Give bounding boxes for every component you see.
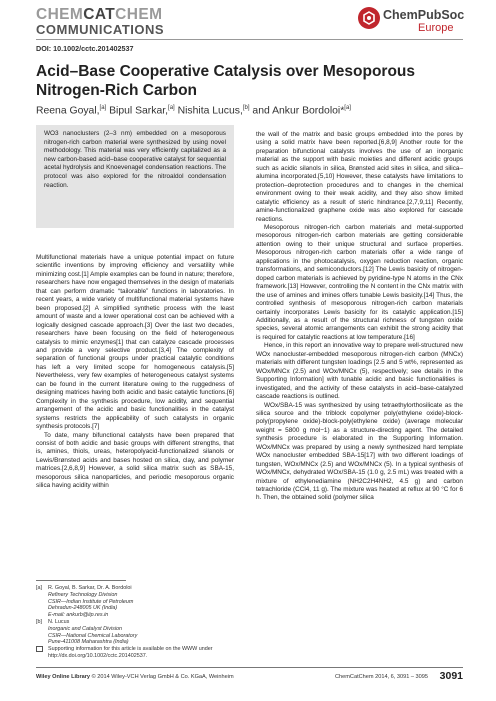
article-title: Acid–Base Cooperative Catalysis over Mesoporous Nitrogen-Rich Carbon (36, 63, 416, 99)
affiliation-entry (36, 585, 234, 619)
journal-name: CHEMCATCHEM (36, 6, 163, 23)
journal-header (36, 7, 164, 37)
supporting-info-note[interactable] (36, 646, 234, 660)
affiliation-text: N. Lucus Inorganic and Catalyst Division CSIR—National Chemical Laboratory Pune-411008 Maharashtra (India) (48, 618, 138, 646)
section-label: COMMUNICATIONS (36, 22, 165, 37)
body-paragraph: Hence, in this report an innovative way to prepare well-structured new WOx nanocluster-embedded mesoporous nitrogen-rich carbon (MNCx) materials with different tungsten loadings [2.5 and 5 wt%, represented as WOx/MNCx (2.5) and WOx/MNCx (5), respectively; see details in the Supporting Information] with tunable acidic and basic functionalities is investigated, and the activity of these catalysts in acid–base-catalyzed cascade reactions is outlined. (256, 342, 463, 401)
author-name: Bipul Sarkar, (109, 105, 169, 117)
page-number: 3091 (439, 670, 463, 682)
header-divider (36, 39, 463, 40)
publisher-logo (358, 7, 466, 37)
publisher-region: Europe (418, 22, 454, 34)
footer-copyright: Wiley Online Library © 2014 Wiley-VCH Verlag GmbH & Co. KGaA, Weinheim (36, 674, 234, 680)
body-paragraph: Mesoporous nitrogen-rich carbon materials and metal-supported mesoporous nitrogen-rich carbon materials are getting considerable attention owing to their unique structural and surface properties. Mesoporous nitrogen-rich carbon materials offer a wide range of applications in the photocatalysis, oxygen reduction reaction, organic transformations, and semiconductors.[12] The Lewis basicity of nitrogen-doped carbon materials is achieved by pyridine-type N atoms in the CNx framework.[13] However, controlling the N content in the CNx matrix with the use of amines and imines offers tunable Lewis basicity.[14] Thus, the controlled synthesis of mesoporous nitrogen-rich carbon materials certainly incorporates Lewis basicity for its catalytic application.[15] Additionally, as a result of the structural richness of tungsten oxide species, several atomic arrangements can exhibit the strong acidity that is required for catalytic reactions at low temperature.[16] (256, 223, 463, 341)
author-name: and Ankur Bordoloi* (252, 105, 345, 117)
author-list (36, 105, 351, 116)
affiliation-key: [a] (36, 585, 42, 591)
affiliations (36, 585, 234, 660)
author-affiliation-mark: [a] (99, 105, 107, 111)
author-affiliation-mark: [a] (344, 105, 351, 111)
wiley-online-library-link[interactable]: Wiley Online Library (36, 674, 91, 680)
right-column (256, 131, 463, 503)
abstract: WO3 nanoclusters (2–3 nm) embedded on a mesoporous nitrogen-rich carbon material were synthesized by using novel methodology. This material was very efficiently capitalized as a new carbon-based acid–base cooperative catalyst for sequential acetal hydrolysis and Knoevenagel condensation reactions. The protocol was also explored for the nitroaldol condensation reaction. (36, 125, 234, 228)
publisher-name: ChemPubSoc (383, 8, 465, 22)
body-paragraph: WOx/SBA-15 was synthesized by using tetraethylorthosilicate as the silica source and the triblock copolymer poly(ethylene oxide)-block-poly(propylene oxide)-block-poly(ethylene oxide) (average molecular weight = 5800 g mol−1) as a structure-directing agent. The detailed synthesis procedure is elaborated in the Supporting Information. WOx/MNCx was prepared by using a newly synthesized hard template WOx nanocluster embedded SBA-15[17] with two different loadings of tungsten, WOx/MNCx (2.5) and WOx/MNCx (5). In a typical synthesis of WOx/MNCx, dehydrated WOx/SBA-15 (1.0 g, 2.5 mL) was treated with a mixture of ethylenediamine (NH2C2H4NH2, 4.5 g) and carbon tetrachloride (CCl4, 11 g). The mixture was heated at reflux at 90 °C for 6 h. Then, the obtained solid (polymer silica (256, 401, 463, 502)
footnote-divider (36, 580, 126, 581)
body-paragraph: To date, many bifunctional catalysts have been prepared that consist of both acidic and basic groups with different strengths, that is, amines, thiols, ureas, heteropolyacid-functionalized silanols or Lewis/Brønsted acids and bases hosted on silica, clay, and polymer matrices.[2,6,8,9] However, a solid silica matrix such as SBA-15, mesoporous silica nanoparticles, and periodic mesoporous organic silica having acidity within (36, 431, 234, 490)
affiliation-text: R. Goyal, B. Sarkar, Dr. A. Bordoloi Refinery Technology Division CSIR—Indian Institute of Petroleum Dehradun-248005 UK (India) E-mail: ankurb@iip.res.in (48, 585, 134, 619)
body-paragraph: Multifunctional materials have a unique potential impact on future scientific inventions by improving efficiency and versatility while minimizing cost.[1] Ample examples can be found in nature; therefore, researchers have now engaged themselves in the design of materials that can perform dramatic “tailorable” functions in laboratories. In recent years, a wide variety of multifunctional material systems have been proposed.[2] A simplified synthetic process with the least amount of waste and a lower operational cost can be achieved with a logically designed cascade approach.[3] Over the last two decades, researchers have been focusing on the field of heterogeneous catalysis to mimic enzymes[1] that can catalyze cascade processes and provide a very selective product.[3,4] The complexity of separation of functional groups under practical catalytic conditions has left a very limited scope for homogeneous catalysis.[5] Nevertheless, very few examples of heterogeneous catalyst systems can be found in the current literature owing to the ruggedness of designing matrices having both acidic and basic catalytic functions.[6] Complexity in the synthesis procedure, low acidity, and sequential arrangement of the acidic and basic functionalities in the catalyst systems restricts the applicability of such catalysts in organic synthesis protocols.[7] (36, 254, 234, 431)
page-footer (36, 672, 463, 684)
supporting-info-text: Supporting information for this article is available on the WWW under http://dx.doi.org/10.1002/cctc.201402537. (48, 646, 213, 659)
author-affiliation-mark: [b] (242, 105, 250, 111)
chempubsoc-logo-icon (358, 7, 380, 29)
affiliation-key: [b] (36, 618, 42, 625)
body-paragraph: the wall of the matrix and basic groups embedded into the pores by using a solid matrix have been reported.[6,8,9] Another route for the preparation bifunctional catalysts involves the use of an inorganic material as the support with basic moieties and different acidic groups such as acidic silanols in silica, Brønsted acid sites in silica, and silica–alumina incorporated.[5,10] However, these catalysts have limitations to protection–deprotection procedures and to changes in the chemical environment owing to their weak acidity, and they also show limited catalytic efficiency as a result of steric hindrance.[2,7,9,11] Recently, amine-functionalized graphene oxide was also explored for cascade reactions. (256, 131, 463, 223)
doi[interactable]: DOI: 10.1002/cctc.201402537 (36, 44, 134, 53)
author-name: Nishita Lucus, (177, 105, 243, 117)
footer-citation: ChemCatChem 2014, 6, 3091 – 3095 (335, 674, 428, 680)
supporting-info-icon (36, 646, 43, 652)
left-column (36, 254, 234, 491)
footer-divider (36, 667, 463, 668)
affiliation-entry (36, 619, 234, 646)
author-affiliation-mark: [a] (168, 105, 175, 111)
author-name: Reena Goyal, (36, 105, 100, 117)
